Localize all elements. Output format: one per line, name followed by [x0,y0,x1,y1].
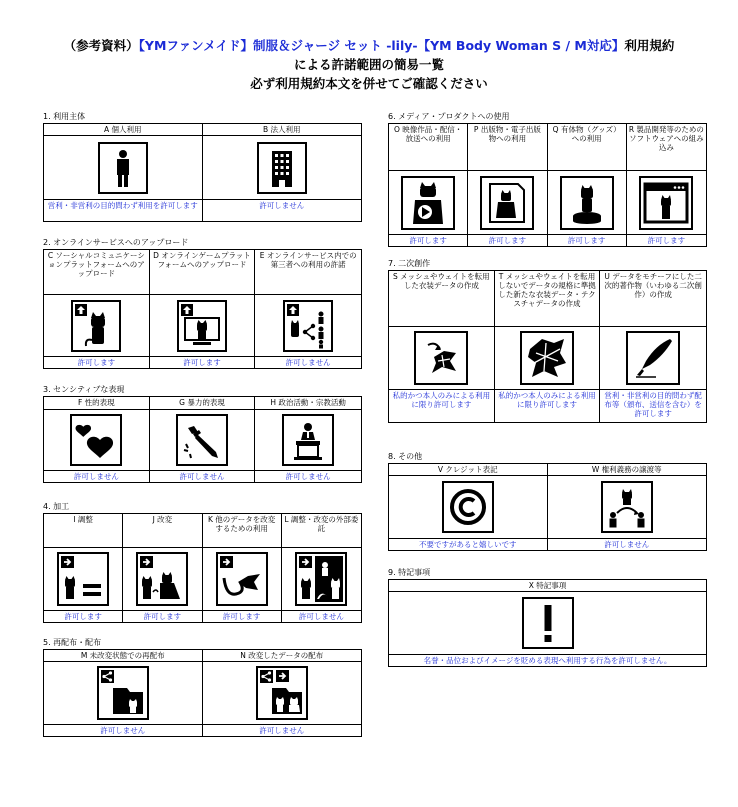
item-permission: 許可しません [548,539,707,551]
section-usage-subject [43,112,362,222]
share-users-icon [283,300,333,352]
podium-icon [282,414,334,466]
distribute-modified-icon [256,666,308,720]
item-image [150,410,255,471]
item-outsource [282,514,361,623]
item-rights-transfer [548,464,707,551]
section-derivative-works [388,259,707,423]
item-image [468,171,546,235]
item-distribute-modified [203,650,362,737]
section-online-upload [43,238,362,369]
copyright-icon [442,481,494,533]
item-corporate-use [203,124,362,222]
permission-grid [388,579,707,667]
item-permission: 許可しません [44,471,149,483]
permission-grid [43,249,362,369]
upload-monitor-cat-icon [177,300,227,352]
person-icon [98,142,148,194]
item-permission: 許可します [150,357,255,369]
knife-icon [176,414,228,466]
section-title: 6. メディア・プロダクトへの使用 [388,112,510,121]
header-line-2: による許諾範囲の簡易一覧 [293,57,444,72]
item-label: N 改変したデータの配布 [203,650,362,662]
item-label: C ソーシャルコミュニケーションプラットフォームへのアップロード [44,250,149,295]
permission-grid [388,270,707,423]
item-permission: 許可しません [44,725,202,737]
item-label: E オンラインサービス内での第三者への利用の許諾 [255,250,361,295]
section-media-products [388,112,707,247]
item-label: P 出版物・電子出版物への利用 [468,124,546,171]
item-permission: 許可します [44,357,149,369]
item-fan-creation [600,271,706,423]
item-special-note [389,580,706,667]
item-sexual-expression [44,397,150,483]
item-permission: 不要ですがあると嬉しいです [389,539,547,551]
item-image [203,662,362,725]
section-title: 3. センシティブな表現 [43,385,125,394]
transfer-icon [601,481,653,533]
item-image [600,327,706,390]
item-permission: 名誉・品位およびイメージを貶める表現へ利用する行為を許可しません。 [389,655,706,667]
item-label: F 性的表現 [44,397,149,410]
item-image [282,548,361,611]
item-violent-expression [150,397,256,483]
section-title: 9. 特記事項 [388,568,431,577]
item-image [44,136,202,200]
item-image [44,295,149,357]
item-image [627,171,706,235]
item-credit [389,464,548,551]
item-permission: 私的かつ本人のみによる利用に限り許可します [495,390,600,423]
item-label: M 未改変状態での再配布 [44,650,202,662]
header-line-3: 必ず利用規約本文を併せてご確認ください [250,76,488,91]
item-permission: 許可します [548,235,626,247]
item-label: K 他のデータを改変するための利用 [203,514,281,548]
permission-grid [43,513,362,623]
exclamation-icon [522,597,574,649]
building-icon [257,142,307,194]
section-title: 1. 利用主体 [43,112,86,121]
item-image [548,476,707,539]
item-third-party-license [255,250,361,369]
item-permission: 許可します [44,611,122,623]
pen-icon [626,331,680,385]
item-label: S メッシュやウェイトを転用した衣装データの作成 [389,271,494,327]
item-image [44,410,149,471]
permission-grid [388,463,707,551]
item-image [150,295,255,357]
item-game-upload [150,250,256,369]
item-image [548,171,626,235]
modify-icon [136,552,188,606]
permission-grid [43,396,362,483]
item-image [255,295,361,357]
item-label: I 調整 [44,514,122,548]
item-label: G 暴力的表現 [150,397,255,410]
video-cat-icon [401,176,455,230]
permission-grid [388,123,707,247]
item-label: L 調整・改変の外部委託 [282,514,361,548]
item-image [389,327,494,390]
section-title: 5. 再配布・配布 [43,638,102,647]
publication-icon [480,176,534,230]
item-permission: 許可しません [255,357,361,369]
item-permission: 許可しません [255,471,361,483]
item-image [44,662,202,725]
outsource-icon [295,552,347,606]
redistribute-icon [97,666,149,720]
adjust-icon [57,552,109,606]
item-image [203,136,362,200]
item-label: R 製品開発等のためのソフトウェアへの組み込み [627,124,706,171]
item-label: O 映像作品・配信・放送への利用 [389,124,467,171]
item-permission: 許可します [203,611,281,623]
item-image [389,476,547,539]
software-icon [639,176,693,230]
item-permission: 許可しません [282,611,361,623]
item-permission: 許可しません [203,725,362,737]
item-label: V クレジット表記 [389,464,547,476]
item-permission: 私的かつ本人のみによる利用に限り許可します [389,390,494,423]
item-modify-other [203,514,282,623]
item-video-use [389,124,468,247]
item-image [389,171,467,235]
figure-icon [560,176,614,230]
item-social-upload [44,250,150,369]
item-permission: 許可します [389,235,467,247]
section-redistribution [43,638,362,737]
item-label: B 法人利用 [203,124,362,136]
item-label: D オンラインゲームプラットフォームへのアップロード [150,250,255,295]
item-image [123,548,201,611]
item-label: H 政治活動・宗教活動 [255,397,361,410]
permission-grid [43,649,362,737]
item-image [389,592,706,655]
mesh-transfer-icon [414,331,468,385]
item-personal-use [44,124,203,222]
item-label: J 改変 [123,514,201,548]
section-title: 7. 二次創作 [388,259,431,268]
section-title: 4. 加工 [43,502,70,511]
item-permission: 許可します [123,611,201,623]
item-permission: 営利・非営利の目的問わず配布等（頒布、送信を含む）を許可します [600,390,706,423]
item-goods-use [548,124,627,247]
section-special-notes [388,568,707,667]
item-image [44,548,122,611]
modify-other-icon [216,552,268,606]
item-label: Q 有体物（グッズ）への利用 [548,124,626,171]
item-political-religious [255,397,361,483]
upload-cat-icon [71,300,121,352]
item-modify [123,514,202,623]
section-other [388,452,707,551]
item-adjust [44,514,123,623]
section-sensitive-expression [43,385,362,483]
item-permission: 営利・非営利の目的問わず利用を許可します [44,200,202,222]
item-label: X 特記事項 [389,580,706,592]
item-mesh-transfer [389,271,495,423]
item-software-use [627,124,706,247]
item-label: U データをモチーフにした二次的著作物（いわゆる二次創作）の作成 [600,271,706,327]
item-permission: 許可しません [203,200,362,222]
section-processing [43,502,362,623]
header-line-1: （参考資料）【YMファンメイド】制服＆ジャージ セット -lily-【YM Body Woman S / M対応】利用規約 [63,38,675,53]
item-permission: 許可します [468,235,546,247]
item-permission: 許可しません [150,471,255,483]
section-title: 8. その他 [388,452,423,461]
item-image [203,548,281,611]
document-header [0,36,738,93]
item-image [255,410,361,471]
permission-grid [43,123,362,222]
item-permission: 許可します [627,235,706,247]
item-label: W 権利義務の譲渡等 [548,464,707,476]
mesh-new-icon [520,331,574,385]
item-redistribute [44,650,203,737]
item-new-costume [495,271,601,423]
item-publication-use [468,124,547,247]
item-label: A 個人利用 [44,124,202,136]
section-title: 2. オンラインサービスへのアップロード [43,238,189,247]
item-label: T メッシュやウェイトを転用しないでデータの規格に準拠した新たな衣装データ・テクスチャデータの作成 [495,271,600,327]
hearts-icon [70,414,122,466]
item-image [495,327,600,390]
